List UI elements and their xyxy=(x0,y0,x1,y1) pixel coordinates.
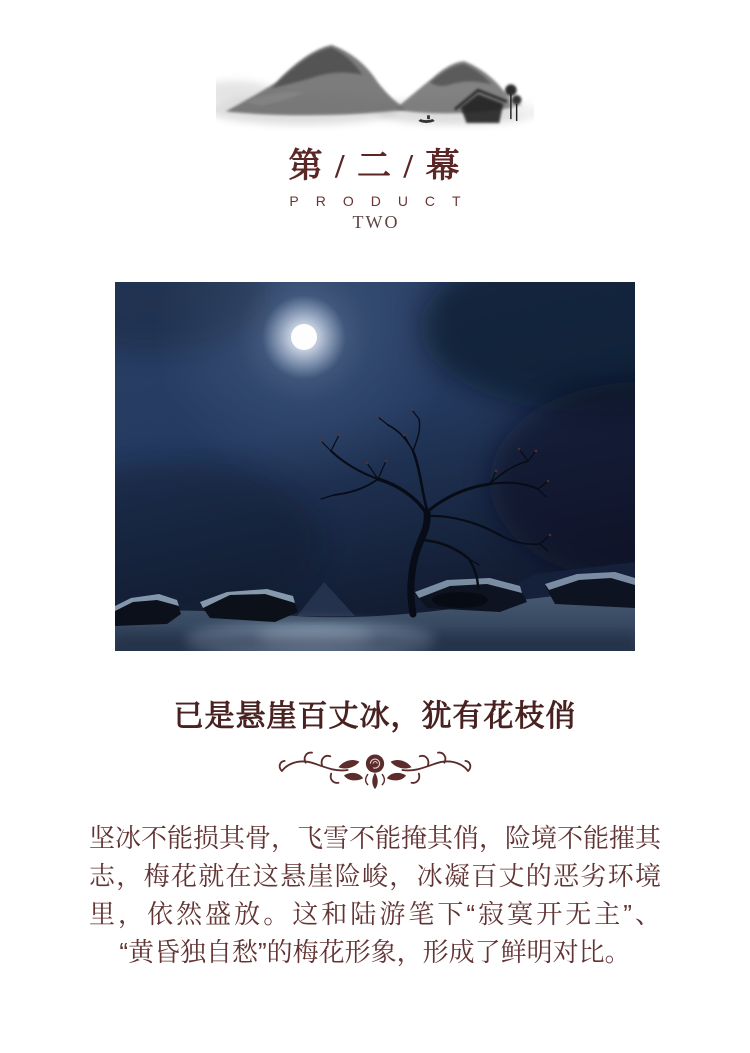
section-header xyxy=(0,0,750,233)
left-mountain xyxy=(226,45,407,115)
paragraph-line: 里，依然盛放。这和陆游笔下“寂寞开无主”、 xyxy=(89,899,661,929)
rose-flourish-divider-icon xyxy=(272,749,478,791)
rose-icon xyxy=(366,754,384,789)
act-title: 第 / 二 / 幕 xyxy=(288,148,462,185)
subtitle-product: PRODUCT xyxy=(289,193,478,209)
subtitle-two: TWO xyxy=(352,212,400,232)
paragraph-line: “黄昏独自愁”的梅花形象，形成了鲜明对比。 xyxy=(119,937,631,967)
ink-mountain-painting-icon xyxy=(216,34,534,131)
section-heading: 已是悬崖百丈冰，犹有花枝俏 xyxy=(173,700,577,733)
moon xyxy=(262,295,346,379)
night-scene-photo xyxy=(115,282,635,651)
paragraph-line: 志，梅花就在这悬崖险峻，冰凝百丈的恶劣环境 xyxy=(89,861,661,891)
paragraph-line: 坚冰不能损其骨，飞雪不能掩其俏，险境不能摧其 xyxy=(89,823,661,853)
body-paragraph xyxy=(89,819,661,971)
